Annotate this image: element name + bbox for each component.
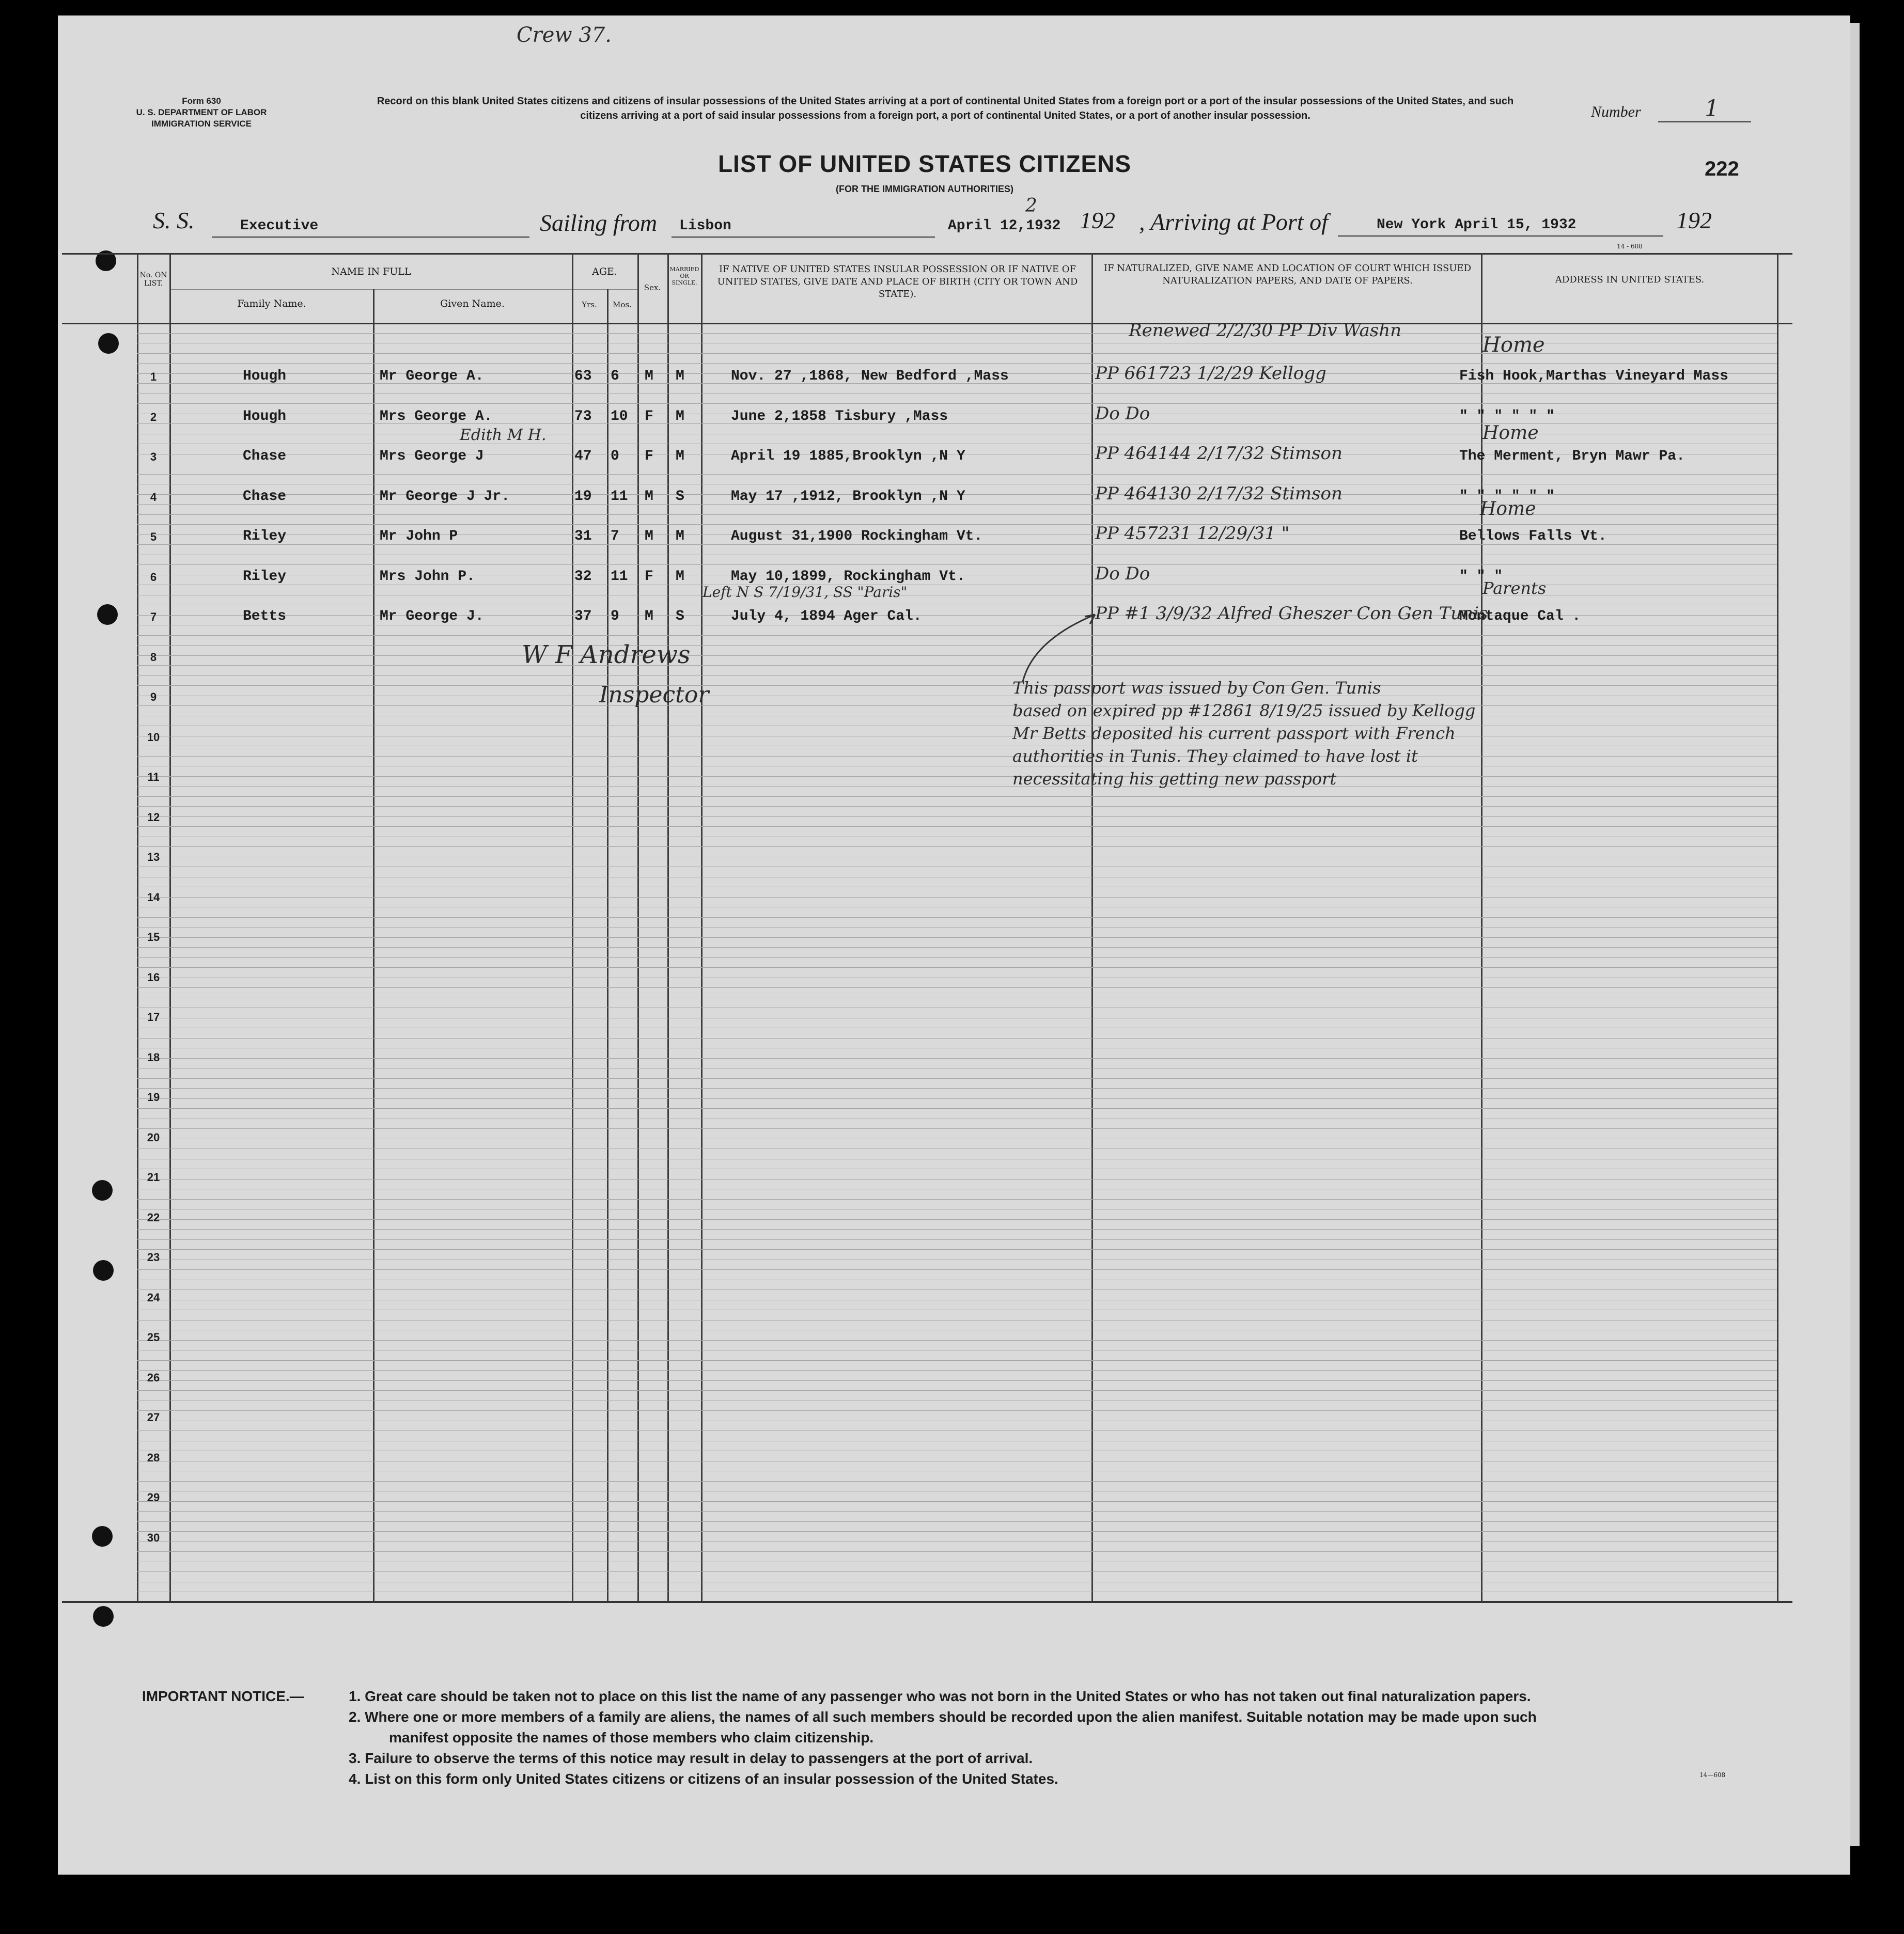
birth-details-cell: April 19 1885,Brooklyn ,N Y [731, 448, 965, 464]
row-number: 20 [147, 1130, 160, 1144]
birth-details-cell: August 31,1900 Rockingham Vt. [731, 528, 983, 544]
row-number: 13 [147, 851, 160, 863]
ruled-line [137, 1179, 1777, 1180]
punch-hole [92, 1526, 113, 1547]
page-subtitle: (FOR THE IMMIGRATION AUTHORITIES) [836, 184, 1013, 194]
record-instructions: Record on this blank United States citizens and citizens of insular possessions of the United States arriving at a port of continental United States from a foreign port or a port of the insular possessions of the United States, and such citizens arriving at a port of said insular possessions from a foreign port, a port of continental United States, or a port of another insular possession. [377, 96, 1514, 121]
age-header-rule [572, 289, 638, 290]
passport-note-line: necessitating his getting new passport [1012, 769, 1337, 789]
sex-cell: M [645, 608, 653, 624]
arriving-value: New York April 15, 1932 [1377, 217, 1577, 233]
row-number: 6 [150, 570, 157, 584]
row-number: 8 [150, 650, 157, 664]
naturalization-cell: Do Do [1095, 403, 1150, 424]
year-suffix: 192 [1080, 207, 1115, 233]
ruled-line [137, 1058, 1777, 1059]
notice-items [349, 1686, 1790, 1789]
marital-status-cell: M [676, 408, 684, 424]
given-name-cell: Mr George A. [380, 368, 484, 384]
sailing-date-correction: 2 [1025, 195, 1037, 216]
address-cell: Montaque Cal . [1459, 608, 1581, 624]
ruled-line [137, 1551, 1777, 1552]
row-number: 10 [147, 730, 160, 744]
header-name-in-full: NAME IN FULL [331, 266, 411, 277]
col-divider [373, 289, 374, 1601]
age-months-cell: 11 [611, 488, 628, 505]
ruled-line [137, 1571, 1777, 1572]
ruled-line [137, 1531, 1777, 1532]
name-header-rule [170, 289, 635, 290]
age-years-cell: 32 [574, 568, 592, 585]
given-name-cell: Mrs George A. [380, 408, 493, 424]
header-bottom-rule [62, 323, 1792, 324]
col-divider [607, 289, 608, 1601]
header-married: MARRIED OR SINGLE. [669, 266, 699, 286]
passport-note-line: Mr Betts deposited his current passport with French [1012, 724, 1456, 743]
given-name-cell: Mrs George J [380, 448, 484, 464]
family-name-cell: Hough [243, 368, 287, 384]
age-months-cell: 10 [611, 408, 628, 424]
inspector-title: Inspector [599, 682, 709, 708]
ruled-line [137, 917, 1777, 918]
address-cell: " " " [1459, 568, 1503, 585]
family-name-cell: Hough [243, 408, 287, 424]
notice-item: 3. Failure to observe the terms of this notice may result in delay to passengers at the port of arrival. [349, 1750, 1033, 1766]
home-note: Home [1482, 333, 1545, 357]
table-top-rule [62, 253, 1792, 255]
birth-details-cell: June 2,1858 Tisbury ,Mass [731, 408, 948, 424]
ruled-line [137, 524, 1777, 525]
row-number: 2 [150, 410, 157, 423]
address-cell: Bellows Falls Vt. [1459, 528, 1607, 544]
family-name-cell: Riley [243, 528, 287, 544]
ruled-line [137, 1521, 1777, 1522]
row-number: 15 [147, 931, 160, 944]
ruled-line [137, 816, 1777, 817]
row-number: 29 [147, 1491, 160, 1504]
ruled-line [137, 685, 1777, 686]
naturalization-cell: PP #1 3/9/32 Alfred Gheszer Con Gen Tunis [1095, 603, 1488, 624]
birth-details-cell: May 17 ,1912, Brooklyn ,N Y [731, 488, 965, 505]
ruled-line [137, 474, 1777, 475]
ruled-line [137, 544, 1777, 545]
footer-mark: 14—608 [1699, 1771, 1726, 1779]
ruled-line [137, 1390, 1777, 1391]
marital-status-cell: M [676, 448, 684, 464]
ruled-line [137, 645, 1777, 646]
form-id [119, 96, 284, 130]
ruled-line [137, 1229, 1777, 1230]
ruled-line [137, 1239, 1777, 1240]
ruled-line [137, 756, 1777, 757]
ruled-line [137, 1098, 1777, 1099]
ruled-line [137, 967, 1777, 968]
inspector-signature: W F Andrews [522, 640, 691, 669]
punch-hole [93, 1260, 114, 1281]
printer-mark: 14 - 608 [1617, 243, 1643, 250]
ruled-line [137, 846, 1777, 847]
age-years-cell: 73 [574, 408, 592, 424]
departure-note: Left N S 7/19/31, SS "Paris" [703, 584, 908, 601]
row-number: 23 [147, 1251, 160, 1264]
age-months-cell: 11 [611, 568, 628, 585]
number-label: Number [1591, 103, 1641, 120]
family-name-cell: Chase [243, 488, 287, 505]
edith-note: Edith M H. [460, 426, 547, 444]
sex-cell: F [645, 408, 653, 424]
ruled-line [137, 705, 1777, 706]
ss-label: S. S. [153, 207, 195, 233]
ruled-line [137, 1370, 1777, 1371]
year-suffix-2: 192 [1676, 207, 1712, 233]
notice-item: manifest opposite the names of those members who claim citizenship. [389, 1729, 874, 1746]
age-years-cell: 47 [574, 448, 592, 464]
sailing-underline [672, 237, 935, 238]
age-years-cell: 63 [574, 368, 592, 384]
row-number: 1 [150, 370, 157, 383]
header-yrs: Yrs. [582, 300, 597, 309]
header-naturalized: IF NATURALIZED, GIVE NAME AND LOCATION OF COURT WHICH ISSUED NATURALIZATION PAPERS, AND DATE OF PAPERS. [1103, 263, 1472, 286]
ruled-line [137, 1088, 1777, 1089]
table-bottom-rule [62, 1601, 1792, 1603]
sex-cell: F [645, 568, 653, 585]
ruled-line [137, 1038, 1777, 1039]
age-months-cell: 7 [611, 528, 619, 544]
header-address: ADDRESS IN UNITED STATES. [1555, 274, 1705, 285]
birth-details-cell: July 4, 1894 Ager Cal. [731, 608, 922, 624]
ruled-line [137, 826, 1777, 827]
ruled-line [137, 363, 1777, 364]
sailing-label: Sailing from [540, 210, 658, 236]
department: U. S. DEPARTMENT OF LABOR [136, 107, 267, 117]
row-number: 3 [150, 450, 157, 463]
given-name-cell: Mr George J. [380, 608, 484, 624]
ruled-line [137, 675, 1777, 676]
notice-title: IMPORTANT NOTICE.— [142, 1688, 304, 1704]
ruled-line [137, 776, 1777, 777]
note-pointer-arrow [1012, 609, 1105, 692]
ruled-line [137, 403, 1777, 404]
address-cell: " " " " " " [1459, 408, 1555, 424]
header-age: AGE. [592, 266, 617, 277]
renewed-note: Renewed 2/2/30 PP Div Washn [1129, 320, 1401, 341]
ruled-line [137, 937, 1777, 938]
row-number: 14 [147, 890, 160, 904]
given-name-cell: Mrs John P. [380, 568, 475, 585]
ruled-line [137, 1501, 1777, 1502]
header-sex: Sex. [644, 283, 661, 292]
punch-hole [98, 333, 119, 354]
ruled-line [137, 786, 1777, 787]
row-number: 30 [147, 1531, 160, 1544]
ruled-line [137, 1219, 1777, 1220]
row-number: 27 [147, 1411, 160, 1424]
col-divider [1777, 253, 1778, 1601]
row-number: 16 [147, 970, 160, 984]
row-number: 21 [147, 1171, 160, 1184]
row-number: 4 [150, 490, 157, 504]
punch-hole [92, 1180, 113, 1201]
ruled-line [137, 1078, 1777, 1079]
ruled-line [137, 665, 1777, 666]
row-number: 18 [147, 1050, 160, 1064]
row-number: 11 [147, 771, 160, 783]
ship-underline [212, 237, 529, 238]
naturalization-cell: Do Do [1095, 563, 1150, 584]
given-name-cell: Mr George J Jr. [380, 488, 510, 505]
header-given-name: Given Name. [440, 298, 505, 309]
age-years-cell: 37 [574, 608, 592, 624]
family-name-cell: Chase [243, 448, 287, 464]
notice-item: 4. List on this form only United States citizens or citizens of an insular possession of the United States. [349, 1771, 1058, 1787]
header-native: IF NATIVE OF UNITED STATES INSULAR POSSESSION OR IF NATIVE OF UNITED STATES, GIVE DATE AND PLACE OF BIRTH (CITY OR TOWN AND STATE). [717, 264, 1078, 300]
naturalization-cell: PP 464144 2/17/32 Stimson [1095, 443, 1343, 464]
page-number: 222 [1705, 158, 1739, 180]
row-number: 5 [150, 530, 157, 543]
row-number: 26 [147, 1371, 160, 1384]
ruled-line [137, 1360, 1777, 1361]
ruled-line [137, 1199, 1777, 1200]
age-months-cell: 6 [611, 368, 619, 384]
ruled-line [137, 635, 1777, 636]
ruled-line [137, 1249, 1777, 1250]
family-name-cell: Betts [243, 608, 287, 624]
notice-item: 2. Where one or more members of a family are aliens, the names of all such members should be recorded upon the alien manifest. Suitable notation may be made upon such [349, 1709, 1537, 1725]
naturalization-cell: PP 661723 1/2/29 Kellogg [1095, 363, 1326, 384]
address-cell: " " " " " " [1459, 488, 1555, 505]
number-value: 1 [1705, 96, 1719, 122]
passport-note [1012, 677, 1475, 790]
parents-note: Parents [1482, 578, 1547, 598]
marital-status-cell: S [676, 488, 684, 505]
row-number: 22 [147, 1210, 160, 1224]
ruled-line [137, 897, 1777, 898]
crew-annotation: Crew 37. [517, 23, 612, 47]
ruled-line [137, 1481, 1777, 1482]
ruled-line [137, 655, 1777, 656]
ruled-line [137, 1108, 1777, 1109]
given-name-cell: Mr John P [380, 528, 458, 544]
ruled-line [137, 1410, 1777, 1411]
birth-details-cell: May 10,1899, Rockingham Vt. [731, 568, 965, 585]
ruled-line [137, 1269, 1777, 1270]
sailing-date-text: April 12,1932 [948, 218, 1061, 234]
ruled-line [137, 987, 1777, 988]
sailing-date [948, 218, 1060, 234]
marital-status-cell: M [676, 368, 684, 384]
birth-details-cell: Nov. 27 ,1868, New Bedford ,Mass [731, 368, 1009, 384]
age-months-cell: 9 [611, 608, 619, 624]
number-field [1591, 103, 1641, 121]
ruled-line [137, 1511, 1777, 1512]
row-number: 25 [147, 1331, 160, 1344]
age-years-cell: 31 [574, 528, 592, 544]
age-years-cell: 19 [574, 488, 592, 505]
row-number: 19 [147, 1091, 160, 1104]
arriving-underline [1338, 235, 1663, 237]
arriving-label: , Arriving at Port of [1139, 209, 1328, 235]
home-note: Home [1480, 498, 1536, 520]
notice-item: 1. Great care should be taken not to place on this list the name of any passenger who was not born in the United States or who has not taken out final naturalization papers. [349, 1688, 1531, 1704]
ruled-line [137, 1340, 1777, 1341]
passport-note-line: based on expired pp #12861 8/19/25 issued by Kellogg [1012, 701, 1476, 720]
ruled-line [137, 564, 1777, 565]
ruled-line [137, 796, 1777, 797]
ship-name: Executive [240, 218, 319, 234]
passport-note-line: authorities in Tunis. They claimed to have lost it [1012, 746, 1418, 766]
ruled-line [137, 1128, 1777, 1129]
ruled-line [137, 957, 1777, 958]
form-number: Form 630 [182, 96, 221, 106]
ruled-line [137, 947, 1777, 948]
page-edge-shadow [1849, 23, 1860, 1846]
ruled-line [137, 1430, 1777, 1431]
row-number: 7 [150, 610, 157, 623]
ruled-line [137, 1380, 1777, 1381]
family-name-cell: Riley [243, 568, 287, 585]
address-cell: The Merment, Bryn Mawr Pa. [1459, 448, 1685, 464]
sailing-port: Lisbon [679, 218, 731, 234]
punch-hole [97, 604, 118, 625]
header-mos: Mos. [613, 300, 632, 309]
naturalization-cell: PP 464130 2/17/32 Stimson [1095, 483, 1343, 504]
sex-cell: M [645, 528, 653, 544]
sex-cell: M [645, 368, 653, 384]
row-number: 24 [147, 1291, 160, 1304]
service: IMMIGRATION SERVICE [151, 119, 252, 129]
naturalization-cell: PP 457231 12/29/31 " [1095, 523, 1290, 544]
row-number: 9 [150, 690, 157, 703]
sex-cell: M [645, 488, 653, 505]
home-note: Home [1482, 422, 1539, 444]
passport-note-line: This passport was issued by Con Gen. Tunis [1012, 678, 1381, 698]
marital-status-cell: M [676, 568, 684, 585]
age-months-cell: 0 [611, 448, 619, 464]
marital-status-cell: S [676, 608, 684, 624]
page-title: LIST OF UNITED STATES CITIZENS [717, 150, 1132, 177]
header-no: No. ON LIST. [139, 271, 167, 288]
row-number: 28 [147, 1451, 160, 1464]
sex-cell: F [645, 448, 653, 464]
header-family-name: Family Name. [237, 298, 306, 309]
ruled-line [137, 806, 1777, 807]
row-number: 17 [147, 1011, 160, 1024]
row-number: 12 [147, 810, 160, 824]
address-cell: Fish Hook,Marthas Vineyard Mass [1459, 368, 1728, 384]
marital-status-cell: M [676, 528, 684, 544]
punch-hole [93, 1606, 114, 1627]
